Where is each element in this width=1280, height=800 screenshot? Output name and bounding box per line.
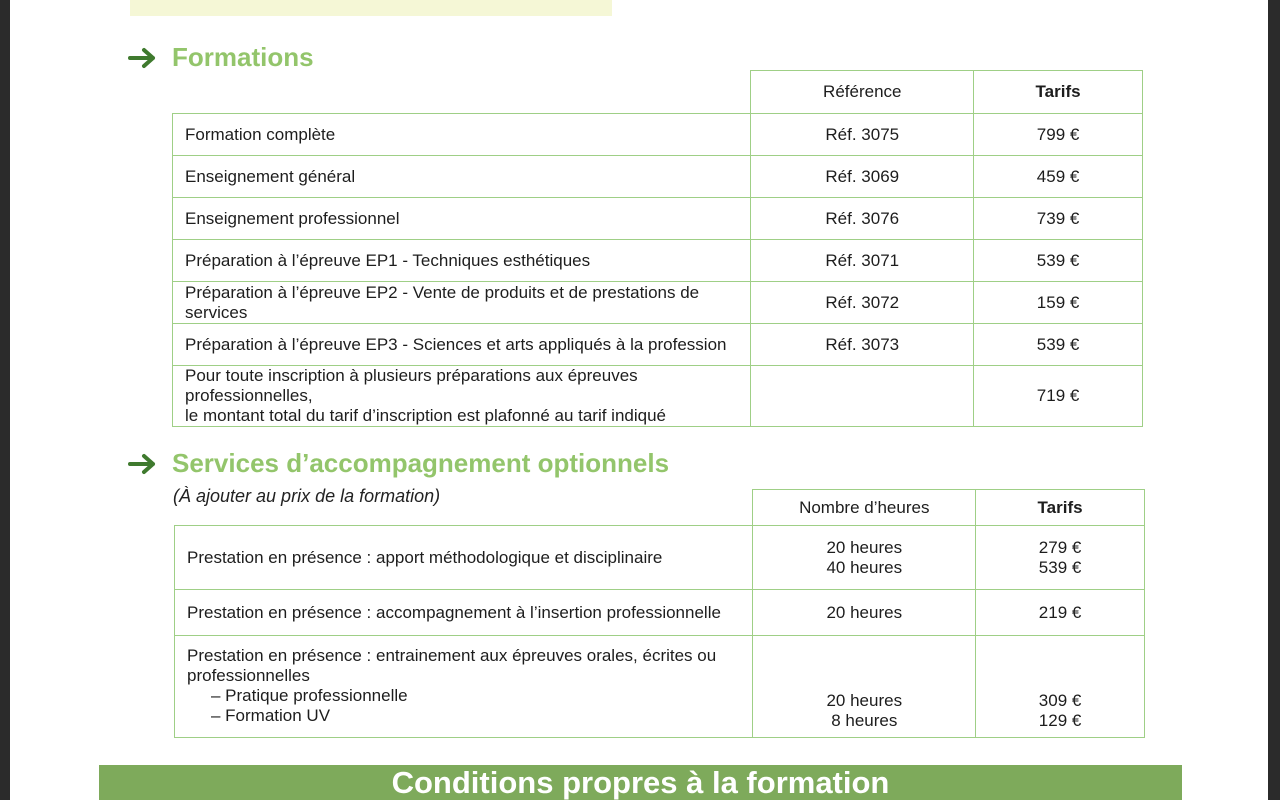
formation-price: 799 € [974, 114, 1143, 156]
service-label: Prestation en présence : accompagnement à l’insertion professionnelle [175, 590, 753, 636]
training-item-label: – Pratique professionnelle [211, 686, 408, 705]
formation-label: Formation complète [173, 114, 751, 156]
services-table [174, 489, 1145, 738]
table-row [175, 590, 1145, 636]
hours-value: 40 heures [826, 557, 903, 577]
training-item-label: – Formation UV [211, 706, 331, 725]
formation-reference: Réf. 3071 [751, 240, 974, 282]
price-value: 279 € [1038, 537, 1082, 557]
formation-price: 459 € [974, 156, 1143, 198]
hours-value: 8 heures [831, 711, 898, 730]
arrow-right-icon [128, 453, 158, 475]
price-value: 539 € [1038, 557, 1082, 577]
formation-price: 159 € [974, 282, 1143, 324]
formations-title: Formations [172, 42, 314, 72]
top-highlight-band [130, 0, 612, 16]
cap-price: 719 € [974, 366, 1143, 427]
tarifs-column-header: Tarifs [976, 490, 1145, 526]
cap-description [173, 366, 751, 427]
service-price: 219 € [976, 590, 1145, 636]
formation-label: Préparation à l’épreuve EP2 - Vente de produits et de prestations de services [173, 282, 751, 324]
formation-reference: Réf. 3069 [751, 156, 974, 198]
cap-empty-cell [751, 366, 974, 427]
cap-row [173, 366, 1143, 427]
empty-header-cell [175, 490, 753, 526]
services-header-row [175, 490, 1145, 526]
formation-reference: Réf. 3076 [751, 198, 974, 240]
table-row [173, 324, 1143, 366]
formations-heading [128, 42, 314, 73]
table-row [175, 526, 1145, 590]
formation-label: Enseignement professionnel [173, 198, 751, 240]
price-value: 129 € [1038, 711, 1082, 730]
formation-price: 539 € [974, 324, 1143, 366]
training-line-1: Prestation en présence : entrainement aux épreuves orales, écrites ou [187, 646, 717, 665]
table-row [173, 156, 1143, 198]
training-row [175, 636, 1145, 738]
price-value: 309 € [1038, 691, 1082, 710]
training-prices [976, 636, 1145, 738]
formation-reference: Réf. 3072 [751, 282, 974, 324]
formations-header-row [173, 71, 1143, 114]
table-row [173, 240, 1143, 282]
cap-line-2: le montant total du tarif d’inscription est plafonné au tarif indiqué [185, 406, 667, 425]
hours-value: 20 heures [826, 691, 903, 710]
document-page [10, 0, 1268, 800]
service-price [976, 526, 1145, 590]
hours-column-header: Nombre d’heures [753, 490, 976, 526]
service-hours [753, 526, 976, 590]
service-hours: 20 heures [753, 590, 976, 636]
tarifs-column-header: Tarifs [974, 71, 1143, 114]
formation-reference: Réf. 3075 [751, 114, 974, 156]
formation-label: Préparation à l’épreuve EP1 - Techniques esthétiques [173, 240, 751, 282]
training-line-2: professionnelles [187, 666, 310, 685]
reference-column-header: Référence [751, 71, 974, 114]
hours-value: 20 heures [826, 537, 903, 557]
arrow-right-icon [128, 47, 158, 69]
table-row [173, 282, 1143, 324]
formation-price: 539 € [974, 240, 1143, 282]
table-row [173, 198, 1143, 240]
cap-line-1: Pour toute inscription à plusieurs préparations aux épreuves professionnelles, [185, 366, 638, 405]
service-label: Prestation en présence : apport méthodologique et disciplinaire [175, 526, 753, 590]
services-title: Services d’accompagnement optionnels [172, 448, 670, 478]
services-heading [128, 448, 669, 479]
services-subtitle: (À ajouter au prix de la formation) [173, 486, 441, 506]
training-hours [753, 636, 976, 738]
formation-price: 739 € [974, 198, 1143, 240]
formation-reference: Réf. 3073 [751, 324, 974, 366]
conditions-banner: Conditions propres à la formation [99, 765, 1182, 800]
training-description [175, 636, 753, 738]
formation-label: Enseignement général [173, 156, 751, 198]
formation-label: Préparation à l’épreuve EP3 - Sciences et arts appliqués à la profession [173, 324, 751, 366]
formations-table [172, 70, 1143, 427]
empty-header-cell [173, 71, 751, 114]
table-row [173, 114, 1143, 156]
